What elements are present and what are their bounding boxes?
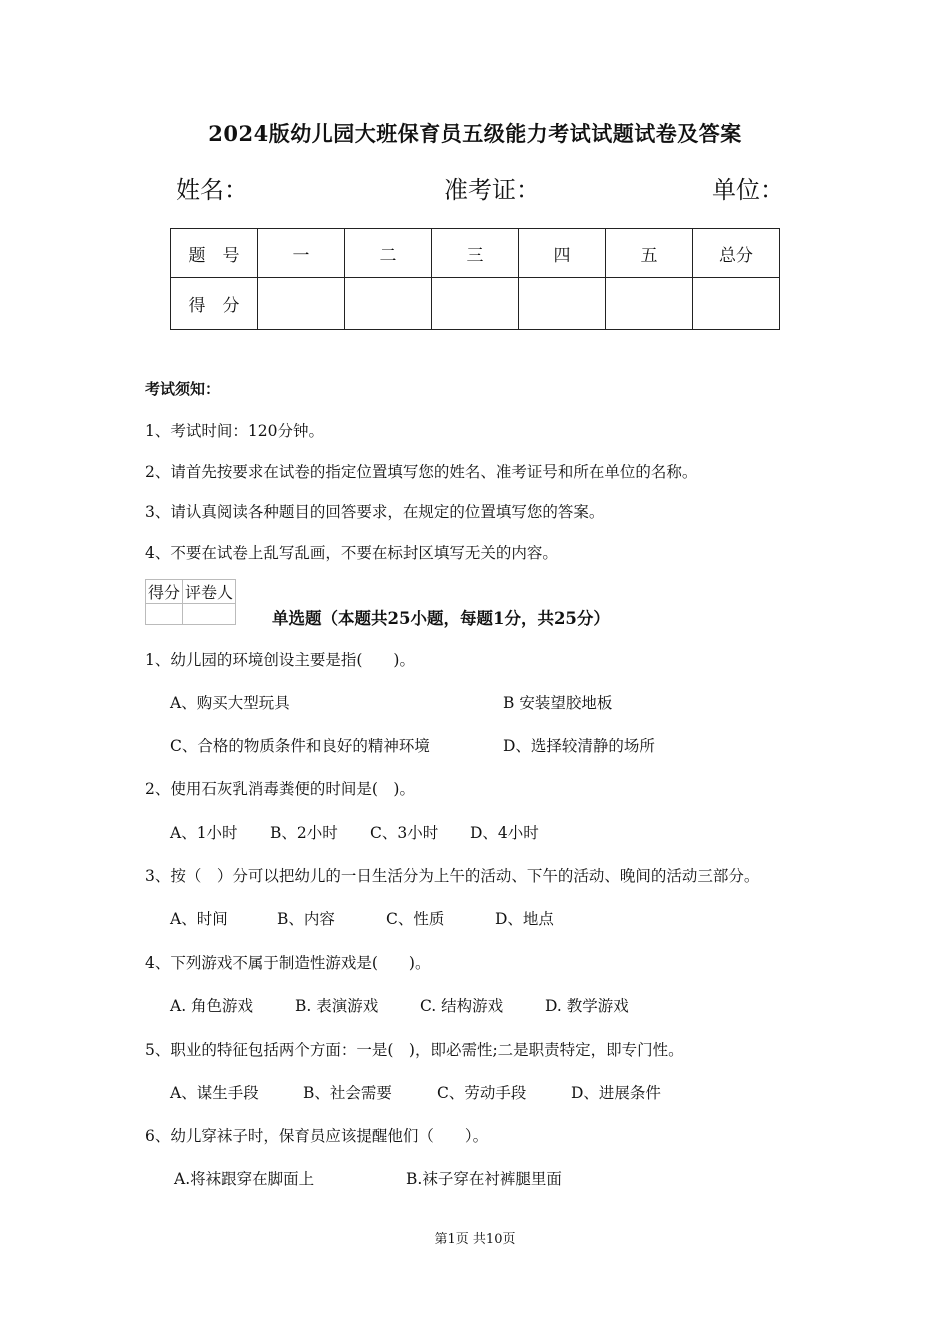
question-option: D、4小时 (470, 824, 539, 842)
score-header-cell: 五 (606, 229, 693, 278)
exam-id-field-label: 准考证： (444, 176, 540, 204)
question-option: C、劳动手段 (437, 1084, 527, 1102)
score-table (170, 228, 780, 330)
score-header-cell: 二 (345, 229, 432, 278)
name-field-label: 姓名： (176, 176, 248, 204)
score-cell (519, 278, 606, 330)
grader-box (145, 579, 236, 625)
question-option: A、1小时 (170, 824, 238, 842)
score-row-label: 得 分 (171, 278, 258, 330)
question-option: D、选择较清静的场所 (503, 737, 655, 755)
question-option: A、购买大型玩具 (170, 694, 290, 712)
question-option: B、内容 (277, 910, 335, 928)
question-option: A、时间 (170, 910, 228, 928)
question-option: B、2小时 (270, 824, 338, 842)
question-option: B 安装望胶地板 (503, 694, 613, 712)
notice-item: 4、不要在试卷上乱写乱画，不要在标封区填写无关的内容。 (145, 544, 558, 562)
score-cell (606, 278, 693, 330)
score-header-cell: 三 (432, 229, 519, 278)
question-option: C、性质 (386, 910, 445, 928)
grader-score-label: 得分 (146, 580, 183, 604)
question-option: C、3小时 (370, 824, 439, 842)
score-header-cell: 四 (519, 229, 606, 278)
question-stem: 5、职业的特征包括两个方面：一是( )，即必需性;二是职责特定，即专门性。 (145, 1041, 684, 1059)
score-cell (258, 278, 345, 330)
score-table-header-row (171, 229, 780, 278)
question-option: C. 结构游戏 (420, 997, 504, 1015)
grader-name-label: 评卷人 (183, 580, 236, 604)
notice-item: 2、请首先按要求在试卷的指定位置填写您的姓名、准考证号和所在单位的名称。 (145, 463, 698, 481)
question-option: D. 教学游戏 (545, 997, 629, 1015)
page-title: 2024版幼儿园大班保育员五级能力考试试题试卷及答案 (208, 121, 742, 146)
section-title: 单选题（本题共25小题，每题1分，共25分） (272, 609, 610, 628)
notice-item: 1、考试时间：120分钟。 (145, 422, 324, 440)
question-stem: 4、下列游戏不属于制造性游戏是( )。 (145, 954, 431, 972)
question-option: D、地点 (495, 910, 554, 928)
score-cell (432, 278, 519, 330)
grader-name-cell (183, 604, 236, 625)
notice-heading: 考试须知： (145, 380, 221, 398)
score-cell (345, 278, 432, 330)
score-header-cell: 总分 (693, 229, 780, 278)
score-header-cell: 题 号 (171, 229, 258, 278)
score-header-cell: 一 (258, 229, 345, 278)
question-option: C、合格的物质条件和良好的精神环境 (170, 737, 430, 755)
question-option: B.袜子穿在衬裤腿里面 (406, 1170, 562, 1188)
question-option: D、进展条件 (571, 1084, 661, 1102)
question-stem: 2、使用石灰乳消毒粪便的时间是( )。 (145, 780, 415, 798)
question-stem: 1、幼儿园的环境创设主要是指( )。 (145, 651, 415, 669)
question-stem: 6、幼儿穿袜子时，保育员应该提醒他们（ ）。 (145, 1127, 489, 1145)
grader-score-cell (146, 604, 183, 625)
question-stem: 3、按（ ）分可以把幼儿的一日生活分为上午的活动、下午的活动、晚间的活动三部分。 (145, 867, 760, 885)
score-cell (693, 278, 780, 330)
question-option: A、谋生手段 (170, 1084, 259, 1102)
question-option: B. 表演游戏 (295, 997, 379, 1015)
notice-item: 3、请认真阅读各种题目的回答要求，在规定的位置填写您的答案。 (145, 503, 605, 521)
question-option: A. 角色游戏 (170, 997, 254, 1015)
unit-field-label: 单位： (712, 176, 784, 204)
question-option: A.将袜跟穿在脚面上 (174, 1170, 315, 1188)
question-option: B、社会需要 (303, 1084, 392, 1102)
page-footer: 第1页 共10页 (434, 1232, 516, 1247)
score-table-score-row (171, 278, 780, 330)
